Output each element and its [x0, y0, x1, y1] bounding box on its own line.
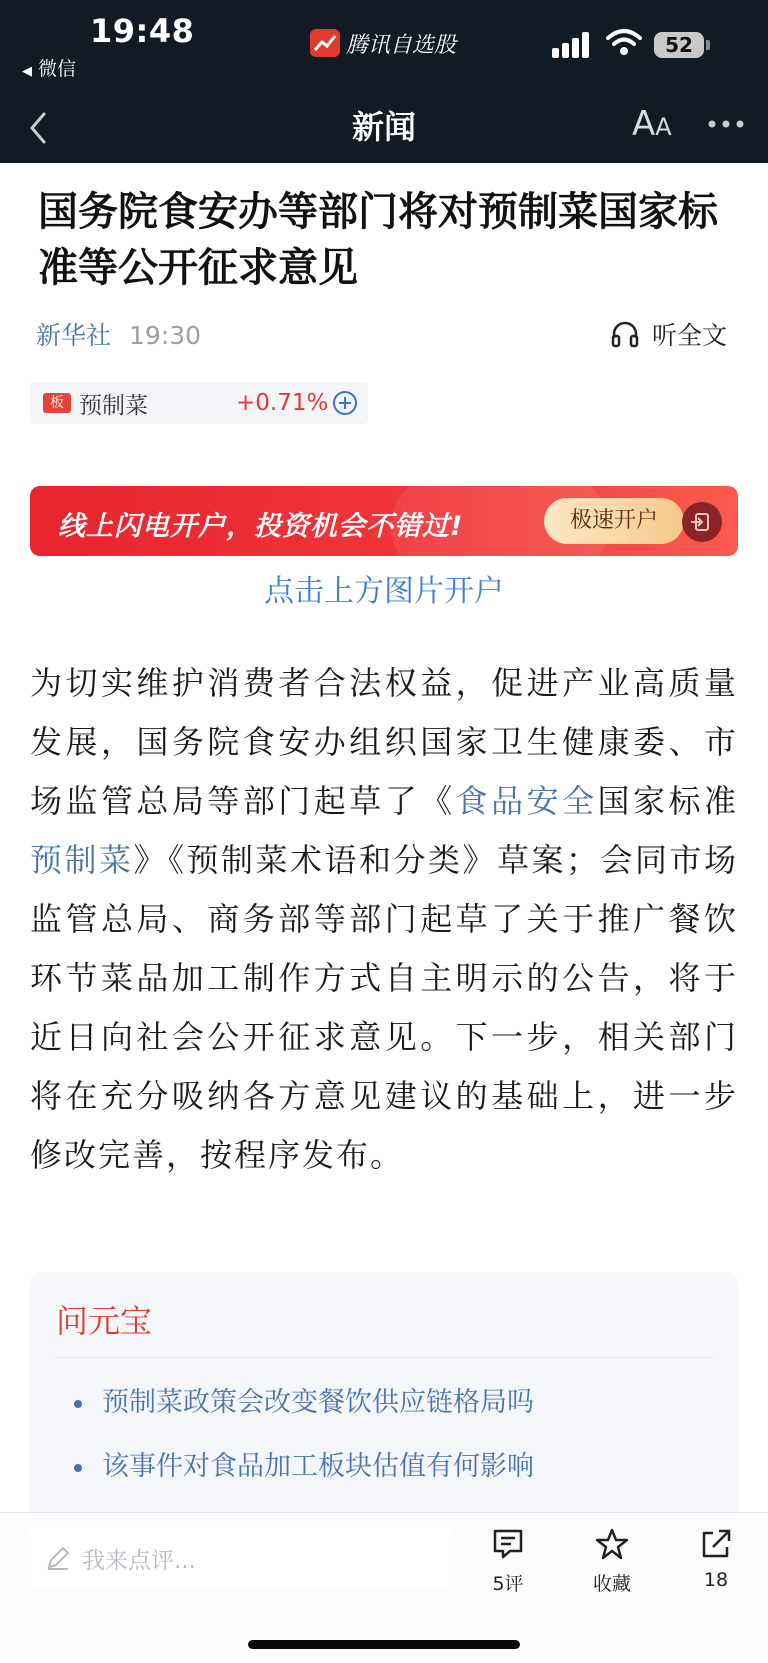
listen-label: 听全文	[652, 321, 728, 350]
pencil-icon	[44, 1544, 72, 1572]
favorite-button[interactable]	[572, 1527, 652, 1607]
home-indicator[interactable]	[248, 1640, 520, 1649]
article-time: 19:30	[129, 321, 202, 350]
status-time: 19:48	[90, 12, 195, 50]
headphones-icon	[610, 319, 640, 349]
comment-icon	[491, 1527, 525, 1561]
page-title: 新闻	[351, 108, 416, 146]
article-source[interactable]: 新华社	[36, 321, 112, 350]
sector-badge: 板	[43, 393, 71, 413]
body-text-2: 国家标准	[597, 782, 738, 820]
app-indicator	[310, 26, 456, 60]
article-body	[30, 654, 738, 1185]
share-count: 18	[703, 1569, 729, 1591]
add-watchlist-icon[interactable]	[332, 390, 358, 416]
font-size-icon-small: A	[655, 113, 672, 141]
body-text-1: 为切实维护消费者合法权益，促进产业高质量发展，国务院食安办组织国家卫生健康委、市场监管总局等部门起草了《	[30, 664, 738, 820]
star-icon	[595, 1527, 629, 1561]
body-link-prepared-food[interactable]: 预制菜	[30, 841, 134, 879]
ai-question-item[interactable]: 该事件对食品加工板块估值有何影响	[54, 1444, 534, 1483]
share-button[interactable]	[676, 1527, 756, 1607]
comment-placeholder: 我来点评...	[82, 1547, 196, 1574]
font-size-button[interactable]	[632, 104, 672, 144]
ai-card-title: 问元宝	[56, 1302, 153, 1340]
comments-button[interactable]	[468, 1527, 548, 1607]
more-dots-icon	[706, 110, 746, 138]
banner-caption-link[interactable]: 点击上方图片开户	[264, 574, 504, 609]
top-header	[0, 0, 768, 163]
fast-open-account-button[interactable]: 极速开户	[544, 498, 684, 544]
body-link-food-safety[interactable]: 食品安全	[455, 782, 598, 820]
battery-tip	[706, 40, 710, 50]
signal-icon	[552, 30, 592, 58]
bullet-icon	[74, 1464, 82, 1472]
bullet-icon	[74, 1400, 82, 1408]
sector-change: +0.71%	[236, 390, 329, 416]
back-to-app-link[interactable]	[22, 54, 76, 81]
enter-icon	[682, 502, 722, 542]
more-button[interactable]	[706, 110, 746, 138]
back-triangle-icon: ◀	[22, 64, 32, 79]
listen-button[interactable]	[610, 316, 727, 352]
app-name: 腾讯自选股	[346, 32, 457, 58]
article-meta	[36, 316, 201, 352]
ai-question-item[interactable]: 预制菜政策会改变餐饮供应链格局吗	[54, 1380, 534, 1419]
font-size-icon-large: A	[632, 104, 656, 144]
wifi-icon	[604, 26, 644, 58]
battery-indicator: 52	[654, 32, 704, 58]
sector-name: 预制菜	[79, 392, 148, 419]
app-logo-icon	[310, 29, 340, 57]
ai-card-divider	[54, 1357, 714, 1358]
ai-question-card	[30, 1272, 738, 1532]
sector-tag[interactable]	[30, 382, 368, 424]
comment-input[interactable]	[28, 1527, 452, 1589]
banner-text: 线上闪电开户，投资机会不错过!	[58, 511, 464, 542]
body-text-3: 》《预制菜术语和分类》草案；会同市场监管总局、商务部等部门起草了关于推广餐饮环节菜品加工制作方式自主明示的公告，将于近日向社会公开征求意见。下一步，相关部门将在充分吸纳各方意见建议的基础上，进一步修改完善，按程序发布。	[30, 841, 738, 1174]
article-title: 国务院食安办等部门将对预制菜国家标准等公开征求意见	[38, 189, 718, 291]
favorite-label: 收藏	[592, 1573, 631, 1595]
share-icon	[699, 1527, 733, 1561]
open-account-banner[interactable]	[30, 486, 738, 556]
back-app-label: 微信	[38, 58, 77, 80]
comments-count: 5评	[492, 1573, 524, 1595]
